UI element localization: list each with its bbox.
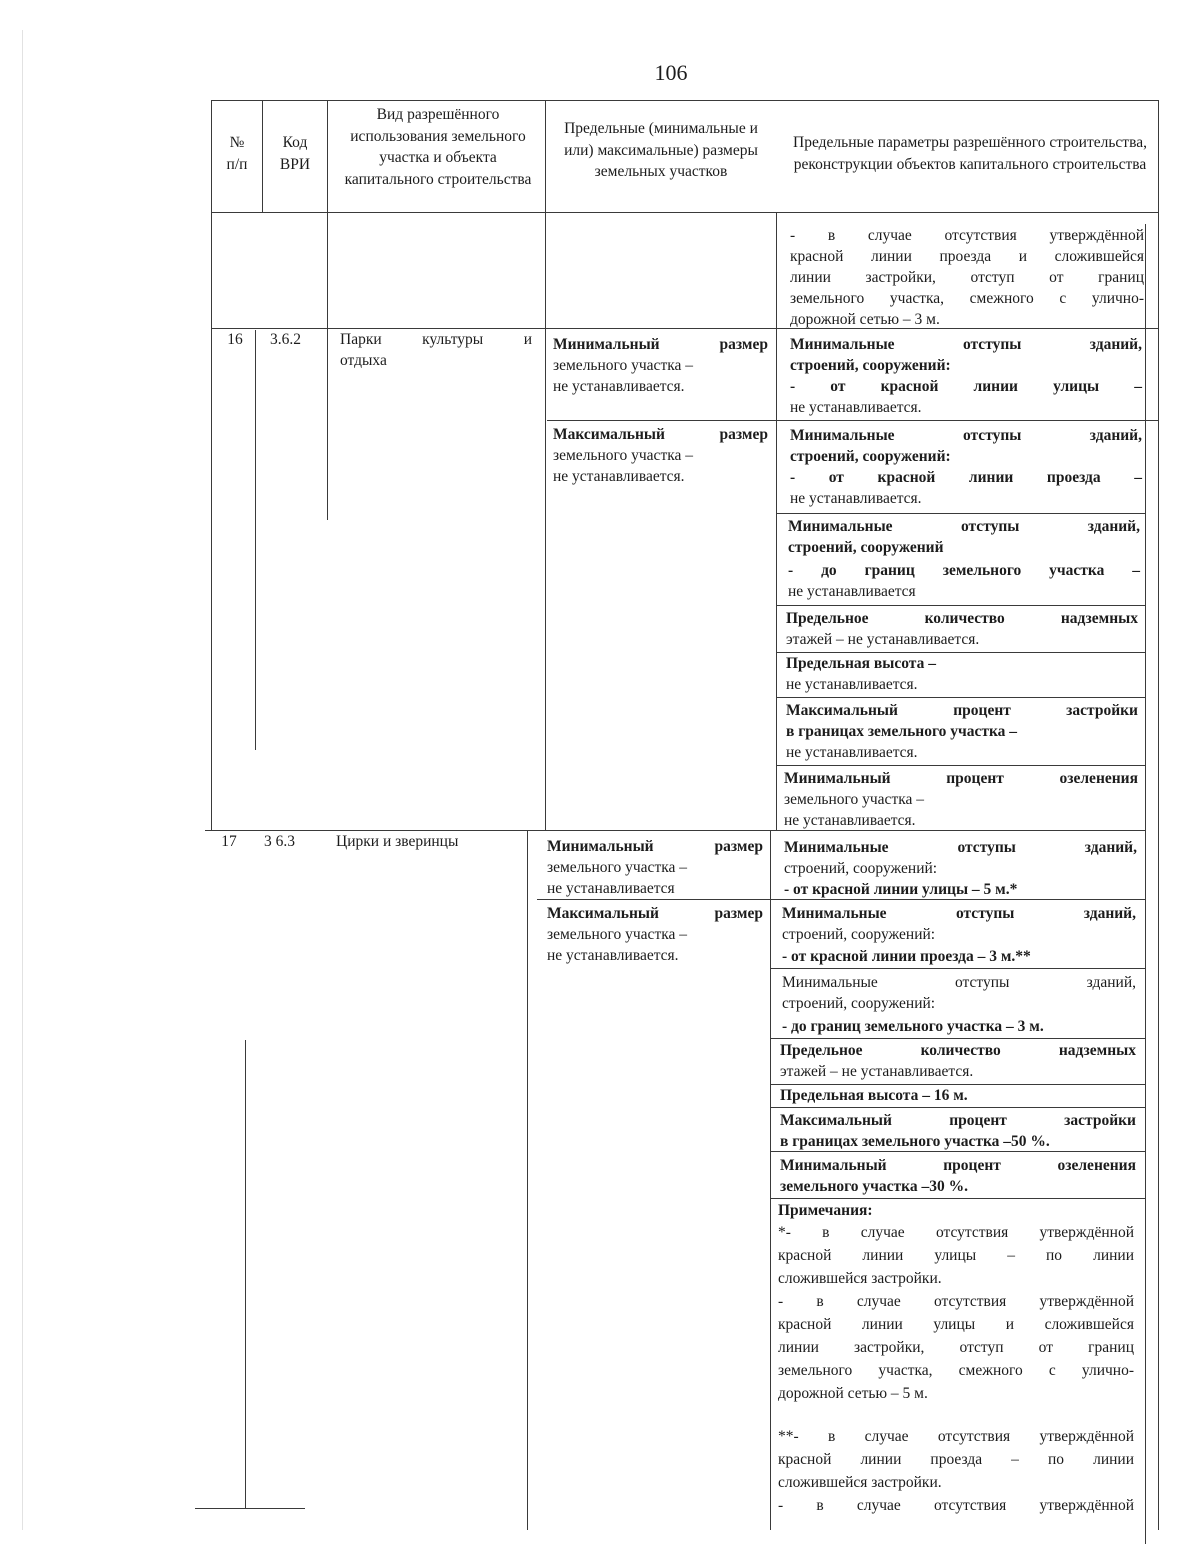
- text-line: красной линии проезда и сложившейся: [790, 248, 1144, 265]
- page-number: 106: [654, 60, 688, 85]
- row-number: 17: [221, 833, 237, 850]
- text-line: красной линии улицы и сложившейся: [778, 1316, 1134, 1333]
- text-line: сложившейся застройки.: [778, 1474, 942, 1491]
- header-col-number: № п/п: [226, 134, 248, 173]
- text-line: - в случае отсутствия утверждённой: [778, 1293, 1134, 1310]
- text-line: - в случае отсутствия утверждённой: [778, 1497, 1134, 1514]
- row-kind: Цирки и зверинцы: [336, 833, 459, 850]
- text-line: линии застройки, отступ от границ: [778, 1339, 1134, 1356]
- row-kind: отдыха: [340, 352, 387, 369]
- text-line: земельного участка, смежного с улично-: [790, 290, 1144, 307]
- scan-margin-line: [22, 30, 23, 1530]
- text-line: - в случае отсутствия утверждённой: [790, 227, 1144, 244]
- notes-title: Примечания:: [778, 1202, 873, 1219]
- header-col-size: Предельные (минимальные и или) максимальные) размеры земельных участков: [564, 120, 758, 180]
- text-line: дорожной сетью – 5 м.: [778, 1385, 928, 1402]
- row-code: 3 6.3: [264, 833, 295, 850]
- text-line: дорожной сетью – 3 м.: [790, 311, 940, 328]
- text-line: *- в случае отсутствия утверждённой: [778, 1224, 1134, 1241]
- text-line: красной линии улицы – по линии: [778, 1247, 1134, 1264]
- header-col-params: Предельные параметры разрешённого строительства, реконструкции объектов капитального строительства: [793, 134, 1147, 173]
- header-col-kind: Вид разрешённого использования земельного участка и объекта капитального строительства: [344, 106, 532, 188]
- row-number: 16: [227, 331, 243, 348]
- header-col-code: Код ВРИ: [279, 134, 311, 173]
- text-line: **- в случае отсутствия утверждённой: [778, 1428, 1134, 1445]
- text-line: линии застройки, отступ от границ: [790, 269, 1144, 286]
- row-kind: Парки культуры и: [340, 331, 532, 348]
- text-line: красной линии проезда – по линии: [778, 1451, 1134, 1468]
- text-line: сложившейся застройки.: [778, 1270, 942, 1287]
- text-line: земельного участка, смежного с улично-: [778, 1362, 1134, 1379]
- row-code: 3.6.2: [270, 331, 301, 348]
